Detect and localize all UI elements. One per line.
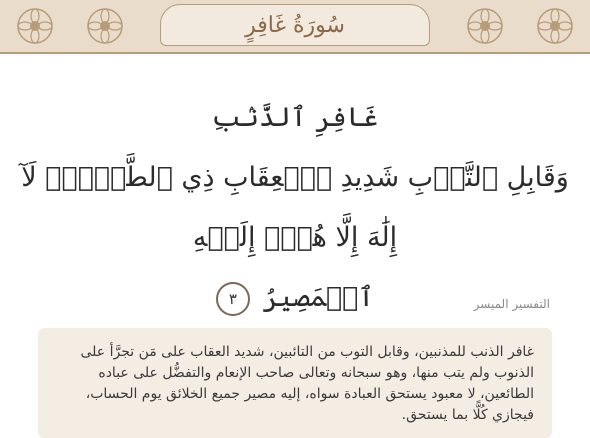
ornament-left bbox=[0, 0, 140, 52]
rosette-ornament-icon bbox=[85, 6, 125, 46]
rosette-ornament-icon bbox=[465, 6, 505, 46]
verse-line: غَافِرِ ٱلذَّنۢبِ bbox=[211, 102, 379, 133]
verse-text[interactable] bbox=[20, 88, 570, 328]
tafsir-label: التفسير الميسر bbox=[473, 297, 550, 311]
rosette-ornament-icon bbox=[535, 6, 575, 46]
tafsir-box bbox=[38, 328, 552, 438]
surah-title-frame bbox=[160, 4, 430, 46]
rosette-ornament-icon bbox=[15, 6, 55, 46]
verse-number-badge: ٣ bbox=[216, 282, 250, 316]
ornament-right bbox=[450, 0, 590, 52]
verse-line-text: ٱلۡمَصِيرُ bbox=[262, 282, 375, 313]
tafsir-text: غافر الذنب للمذنبين، وقابل التوب من التائبين، شديد العقاب على مَن تجرَّأ على الذنوب ولم يتب منها، وهو سبحانه وتعالى صاحب الإنعام والتفضُّل على عباده الطائعين، لا معبود يستحق العبادة سواه، إليه مصير جميع الخلائق يوم الحساب، فيجازي كُلًّا بما يستحق. bbox=[80, 344, 534, 423]
surah-title: سُورَةُ غَافِرٍ bbox=[245, 12, 345, 38]
verse-line: وَقَابِلِ ٱلتَّوۡبِ شَدِيدِ ٱلۡعِقَابِ ذِي ٱلطَّوۡلِۖ لَآ إِلَٰهَ إِلَّا هُوَۖ إِلَيۡهِ bbox=[21, 162, 569, 253]
surah-header-banner bbox=[0, 0, 590, 54]
